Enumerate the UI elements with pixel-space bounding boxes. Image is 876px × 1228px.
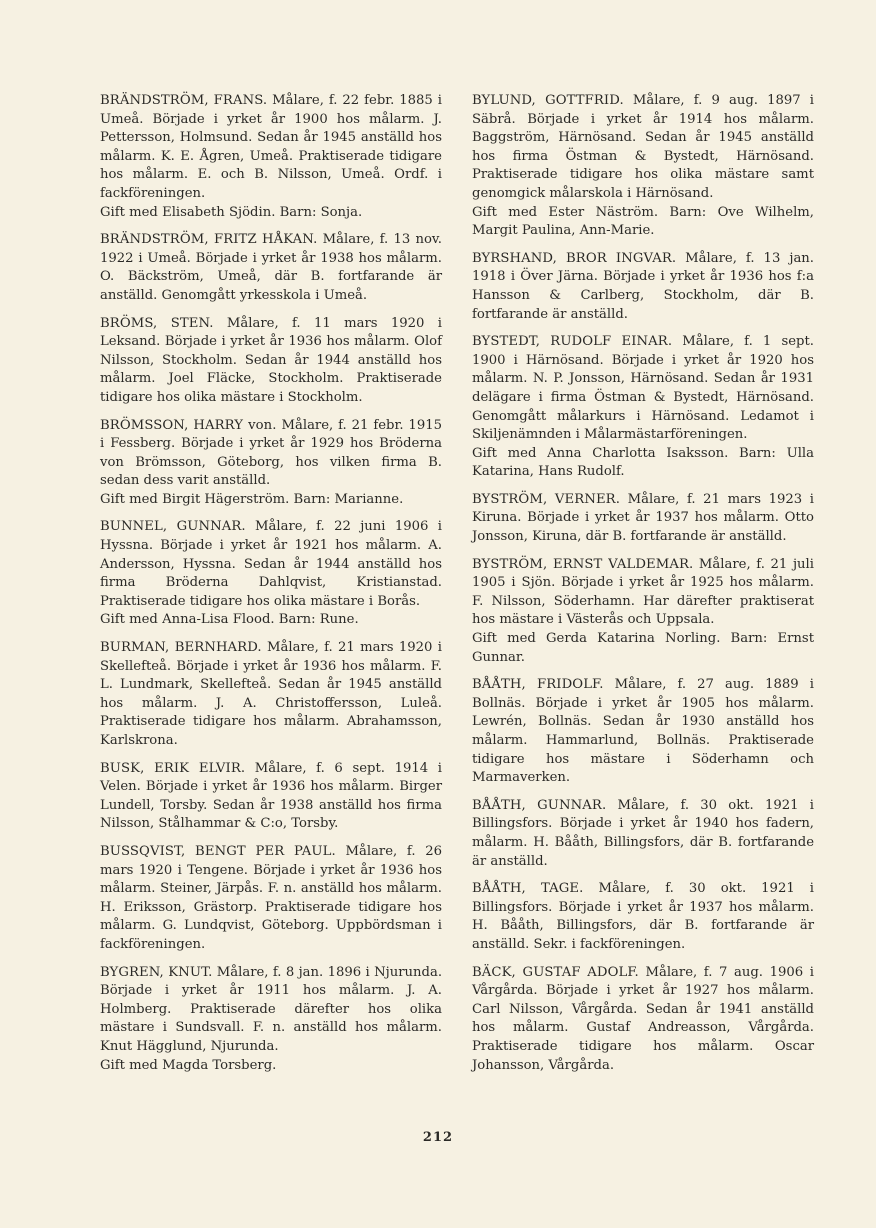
entry-family: Gift med Birgit Hägerström. Barn: Marianne. bbox=[100, 491, 404, 507]
entry-name: BYGREN, KNUT. bbox=[100, 964, 213, 980]
entry-text: Målare, f. 21 febr. 1915 i Fessberg. Började i yrket år 1929 hos Bröderna von Brömsson, Göteborg, hos vilken firma B. sedan dess varit anställd. bbox=[100, 417, 442, 489]
entry-text: Målare, f. 26 mars 1920 i Tengene. Började i yrket år 1936 hos målarm. Steiner, Järpås. F. n. anställd hos målarm. H. Eriksson, Grästorp. Praktiserade tidigare hos målarm. G. Lundqvist, Göteborg. Uppbördsman i fackföreningen. bbox=[100, 843, 442, 952]
entry-name: BÅÅTH, TAGE. bbox=[472, 881, 584, 897]
entry-name: BYRSHAND, BROR INGVAR. bbox=[472, 250, 677, 266]
entry-name: BRÄNDSTRÖM, FRITZ HÅKAN. bbox=[100, 232, 318, 248]
directory-entry bbox=[100, 417, 442, 510]
entry-family: Gift med Anna Charlotta Isaksson. Barn: Ulla Katarina, Hans Rudolf. bbox=[472, 445, 814, 480]
directory-entry bbox=[100, 964, 442, 1076]
entry-name: BÅÅTH, GUNNAR. bbox=[472, 797, 607, 813]
directory-entry bbox=[100, 315, 442, 408]
left-column bbox=[100, 92, 442, 1084]
entry-paragraph bbox=[100, 518, 442, 611]
entry-name: BYSTRÖM, VERNER. bbox=[472, 491, 621, 507]
entry-family: Gift med Gerda Katarina Norling. Barn: Ernst Gunnar. bbox=[472, 631, 814, 665]
entry-text: Målare, f. 22 juni 1906 i Hyssna. Började i yrket år 1921 hos målarm. A. Andersson, Hyssna. Sedan år 1944 anställd hos firma Bröderna Dahlqvist, Kristianstad. Praktiserade tidigare hos olika mästare i Borås. bbox=[100, 519, 442, 609]
directory-entry bbox=[472, 92, 814, 241]
entry-name: BYLUND, GOTTFRID. bbox=[472, 93, 624, 108]
directory-entry bbox=[100, 843, 442, 955]
entry-paragraph bbox=[472, 880, 814, 954]
directory-entry bbox=[472, 880, 814, 954]
entry-text: Målare, f. 21 juli 1905 i Sjön. Började i yrket år 1925 hos målarm. F. Nilsson, Söderhamn. Har därefter praktiserat hos mästare i Västerås och Uppsala. bbox=[472, 556, 814, 628]
entry-paragraph bbox=[100, 964, 442, 1057]
entry-text: Målare, f. 21 mars 1920 i Skellefteå. Började i yrket år 1936 hos målarm. F. L. Lundmark, Skellefteå. Sedan år 1945 anställd hos målarm. J. A. Christoffersson, Luleå. Praktiserade tidigare hos målarm. Abrahamsson, Karlskrona. bbox=[100, 640, 442, 748]
entry-text: Målare, f. 21 mars 1923 i Kiruna. Började i yrket år 1937 hos målarm. Otto Jonsson, Kiruna, där B. fortfarande är anställd. bbox=[472, 491, 814, 545]
entry-name: BRÄNDSTRÖM, FRANS. bbox=[100, 93, 268, 108]
entry-family: Gift med Magda Torsberg. bbox=[100, 1057, 277, 1073]
entry-paragraph bbox=[472, 676, 814, 788]
entry-paragraph bbox=[100, 92, 442, 204]
entry-text: Målare, f. 22 febr. 1885 i Umeå. Började i yrket år 1900 hos målarm. J. Pettersson, Holmsund. Sedan år 1945 anställd hos målarm. K. E. Ågren, Umeå. Praktiserade tidigare hos målarm. E. och B. Nilsson, Umeå. Ordf. i fackföreningen. bbox=[100, 93, 442, 201]
entry-name: BURMAN, BERNHARD. bbox=[100, 640, 262, 656]
entry-paragraph bbox=[472, 491, 814, 547]
entry-text: Målare, f. 30 okt. 1921 i Billingsfors. Började i yrket år 1940 hos fadern, målarm. H. Bååth, Billingsfors, där B. fortfarande är anställd. bbox=[472, 797, 814, 869]
entry-family: Gift med Ester Näström. Barn: Ove Wilhelm, Margit Paulina, Ann-Marie. bbox=[472, 204, 814, 239]
entry-name: BYSTRÖM, ERNST VALDEMAR. bbox=[472, 556, 694, 572]
entry-paragraph bbox=[472, 797, 814, 871]
entry-paragraph bbox=[100, 760, 442, 834]
directory-entry bbox=[100, 92, 442, 222]
entry-text: Målare, f. 30 okt. 1921 i Billingsfors. Började i yrket år 1937 hos målarm. H. Bååth, Billingsfors, där B. fortfarande är anställd. Sekr. i fackföreningen. bbox=[472, 881, 814, 952]
entry-text: Målare, f. 9 aug. 1897 i Säbrå. Började i yrket år 1914 hos målarm. Baggström, Härnösand. Sedan år 1945 anställd hos firma Östman & Bystedt, Härnösand. Praktiserade tidigare hos olika mästare samt genomgick målarskola i Härnösand. bbox=[472, 93, 814, 201]
directory-entry bbox=[472, 964, 814, 1076]
entry-paragraph bbox=[100, 639, 442, 751]
entry-name: BUSSQVIST, BENGT PER PAUL. bbox=[100, 843, 336, 859]
directory-entry bbox=[100, 760, 442, 834]
entry-name: BUNNEL, GUNNAR. bbox=[100, 519, 246, 535]
entry-family: Gift med Elisabeth Sjödin. Barn: Sonja. bbox=[100, 204, 363, 220]
entry-paragraph bbox=[100, 315, 442, 408]
entry-paragraph bbox=[472, 964, 814, 1076]
entry-name: BÄCK, GUSTAF ADOLF. bbox=[472, 964, 639, 980]
entry-paragraph bbox=[472, 556, 814, 630]
entry-paragraph bbox=[100, 843, 442, 955]
directory-entry bbox=[472, 676, 814, 788]
entry-text: Målare, f. 7 aug. 1906 i Vårgårda. Började i yrket år 1927 hos målarm. Carl Nilsson, Vårgårda. Sedan år 1941 anställd hos målarm. Gustaf Andreasson, Vårgårda. Praktiserade tidigare hos målarm. Oscar Johansson, Vårgårda. bbox=[472, 964, 814, 1073]
entry-text: Målare, f. 11 mars 1920 i Leksand. Började i yrket år 1936 hos målarm. Olof Nilsson, Stockholm. Sedan år 1944 anställd hos målarm. Joel Fläcke, Stockholm. Praktiserade tidigare hos olika mästare i Stockholm. bbox=[100, 315, 442, 405]
entry-paragraph bbox=[472, 250, 814, 324]
entry-paragraph bbox=[472, 92, 814, 204]
directory-entry bbox=[472, 333, 814, 482]
entry-name: BRÖMSSON, HARRY von. bbox=[100, 417, 277, 433]
entry-text: Målare, f. 6 sept. 1914 i Velen. Började i yrket år 1936 hos målarm. Birger Lundell, Torsby. Sedan år 1938 anställd hos firma Nilsson, Stålhammar & C:o, Torsby. bbox=[100, 760, 442, 832]
directory-entry bbox=[100, 231, 442, 305]
entry-name: BRÖMS, STEN. bbox=[100, 315, 214, 331]
entry-name: BÅÅTH, FRIDOLF. bbox=[472, 677, 604, 693]
right-column bbox=[472, 92, 814, 1084]
directory-entry bbox=[472, 797, 814, 871]
page-number: 212 bbox=[422, 1130, 454, 1145]
entry-paragraph bbox=[100, 231, 442, 305]
directory-entry bbox=[100, 639, 442, 751]
entry-paragraph bbox=[100, 417, 442, 491]
directory-entry bbox=[472, 491, 814, 547]
entry-paragraph bbox=[472, 333, 814, 445]
entry-text: Målare, f. 8 jan. 1896 i Njurunda. Började i yrket år 1911 hos målarm. J. A. Holmberg. Praktiserade därefter hos olika mästare i Sundsvall. F. n. anställd hos målarm. Knut Hägglund, Njurunda. bbox=[100, 964, 443, 1054]
entry-text: Målare, f. 13 nov. 1922 i Umeå. Började i yrket år 1938 hos målarm. O. Bäckström, Umeå, där B. fortfarande är anställd. Genomgått yrkesskola i Umeå. bbox=[100, 232, 443, 303]
entry-text: Målare, f. 13 jan. 1918 i Över Järna. Började i yrket år 1936 hos f:a Hansson & Carlberg, Stockholm, där B. fortfarande är anställd. bbox=[472, 250, 814, 322]
entry-name: BUSK, ERIK ELVIR. bbox=[100, 760, 246, 776]
directory-entry bbox=[472, 250, 814, 324]
directory-entry bbox=[472, 556, 814, 668]
entry-family: Gift med Anna-Lisa Flood. Barn: Rune. bbox=[100, 612, 359, 628]
directory-entry bbox=[100, 518, 442, 630]
entry-text: Målare, f. 1 sept. 1900 i Härnösand. Började i yrket år 1920 hos målarm. N. P. Jonsson, Härnösand. Sedan år 1931 delägare i firma Östman & Bystedt, Härnösand. Genomgått målarkurs i Härnösand. Ledamot i Skiljenämnden i Målarmästarföreningen. bbox=[472, 334, 814, 443]
entry-name: BYSTEDT, RUDOLF EINAR. bbox=[472, 334, 673, 350]
entry-text: Målare, f. 27 aug. 1889 i Bollnäs. Började i yrket år 1905 hos målarm. Lewrén, Bollnäs. Sedan år 1930 anställd hos målarm. Hammarlund, Bollnäs. Praktiserade tidigare hos mästare i Söderhamn och Marmaverken. bbox=[472, 677, 814, 786]
